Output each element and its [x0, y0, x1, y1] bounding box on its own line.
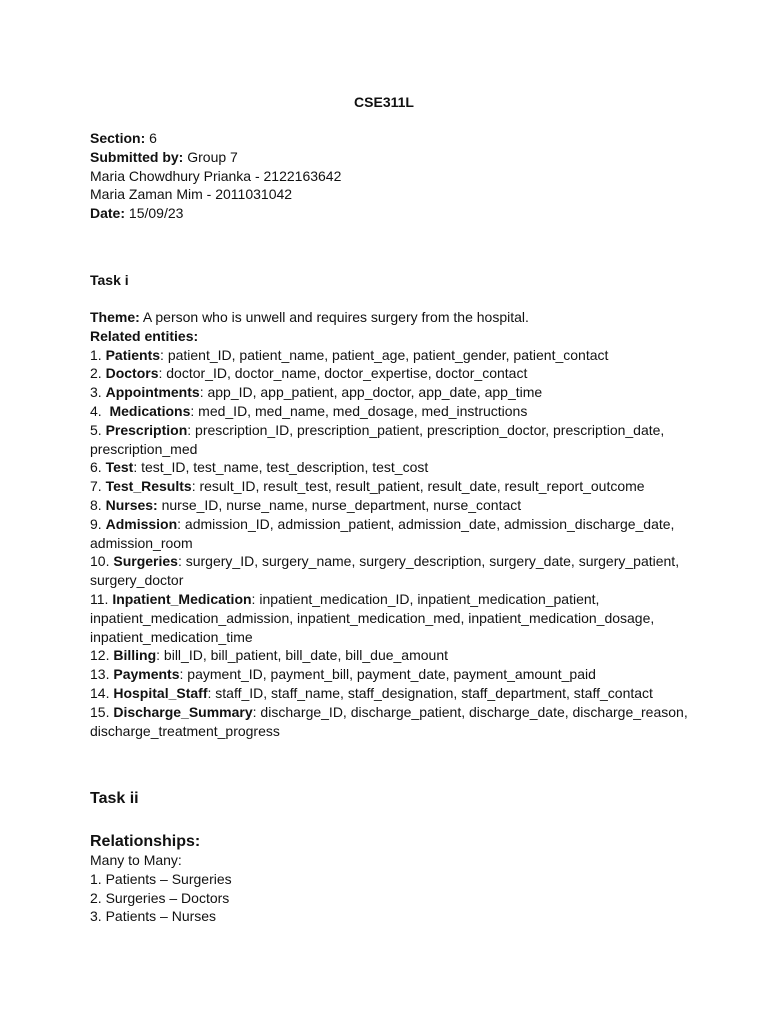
section-value: 6	[145, 130, 157, 146]
entity-name: Discharge_Summary	[113, 703, 253, 720]
entity-item	[90, 402, 690, 421]
submitted-by-value: Group 7	[183, 148, 238, 165]
entity-number: 11.	[90, 590, 113, 607]
entity-separator: :	[179, 666, 184, 683]
theme-text: A person who is unwell and requires surgery from the hospital.	[139, 309, 529, 325]
entity-attributes: admission_ID, admission_patient, admission_date, admission_discharge_date, admission_room	[90, 515, 679, 551]
entity-attributes: app_ID, app_patient, app_doctor, app_date, app_time	[203, 384, 543, 401]
submission-info	[90, 129, 690, 223]
entity-separator: :	[191, 478, 196, 495]
entity-item	[90, 665, 690, 684]
course-code-title: CSE311L	[354, 94, 414, 110]
entity-item	[90, 496, 690, 515]
entity-number: 13.	[90, 666, 114, 683]
entity-name: Nurses:	[105, 496, 158, 513]
entity-name: Appointments	[105, 384, 200, 401]
submitted-by-label: Submitted by:	[90, 148, 184, 165]
relationship-item: 2. Surgeries – Doctors	[90, 889, 230, 906]
entity-separator: :	[160, 346, 164, 363]
entity-number: 4.	[90, 402, 110, 419]
date-value: 15/09/23	[125, 205, 184, 222]
entity-number: 5.	[90, 421, 106, 438]
entity-name: Billing	[113, 647, 157, 664]
entity-separator: :	[156, 647, 161, 664]
entity-separator: :	[133, 459, 138, 476]
entity-item	[90, 346, 690, 365]
task-ii-title: Task ii	[90, 790, 139, 807]
entity-separator: :	[207, 684, 212, 701]
entity-item	[90, 646, 690, 665]
entity-number: 1.	[90, 346, 106, 363]
entity-attributes: prescription_ID, prescription_patient, prescription_doctor, prescription_date, prescription_med	[90, 421, 669, 457]
entity-item	[90, 383, 690, 402]
entity-item	[90, 552, 690, 590]
entity-name: Test	[105, 459, 134, 476]
entity-attributes: doctor_ID, doctor_name, doctor_expertise, doctor_contact	[162, 365, 528, 382]
entity-item	[90, 515, 690, 553]
entity-name: Surgeries	[113, 553, 178, 570]
entity-item	[90, 477, 690, 496]
entity-item	[90, 421, 690, 459]
entity-separator: :	[158, 365, 163, 382]
related-entities-label: Related entities:	[90, 327, 199, 344]
entity-attributes: med_ID, med_name, med_dosage, med_instructions	[194, 402, 528, 419]
entity-number: 7.	[90, 478, 106, 495]
entity-attributes: inpatient_medication_ID, inpatient_medication_patient, inpatient_medication_admission, inpatient_medication_med, inpatient_medication_dosage, inpatient_medication_time	[90, 590, 659, 645]
relationships-list	[90, 851, 690, 926]
entity-attributes: test_ID, test_name, test_description, test_cost	[137, 459, 429, 476]
entity-name: Medications	[109, 402, 191, 419]
entity-item	[90, 364, 690, 383]
entity-attributes: surgery_ID, surgery_name, surgery_description, surgery_date, surgery_patient, surgery_doctor	[90, 553, 683, 589]
entity-separator: :	[199, 384, 204, 401]
entity-item	[90, 703, 690, 741]
member-name: Maria Chowdhury Prianka - 2122163642	[90, 167, 342, 184]
entity-attributes: staff_ID, staff_name, staff_designation, staff_department, staff_contact	[211, 684, 653, 701]
entity-list	[90, 346, 690, 741]
entity-separator: :	[251, 590, 256, 607]
entity-number: 10.	[90, 553, 114, 570]
entity-item	[90, 590, 690, 646]
submitted-by-line	[90, 148, 690, 167]
entity-number: 3.	[90, 384, 106, 401]
entity-item	[90, 684, 690, 703]
member-name: Maria Zaman Mim - 2011031042	[90, 186, 293, 203]
entity-item	[90, 458, 690, 477]
section-line	[90, 129, 690, 148]
entity-attributes: payment_ID, payment_bill, payment_date, payment_amount_paid	[183, 666, 596, 683]
entity-number: 12.	[90, 647, 114, 664]
entity-attributes: patient_ID, patient_name, patient_age, patient_gender, patient_contact	[163, 346, 609, 363]
entity-name: Payments	[113, 666, 180, 683]
date-label: Date:	[90, 205, 126, 222]
date-line	[90, 204, 690, 223]
entity-attributes: result_ID, result_test, result_patient, result_date, result_report_outcome	[195, 478, 645, 495]
entity-separator: :	[190, 402, 195, 419]
entity-separator: :	[252, 703, 257, 720]
entity-number: 14.	[90, 684, 114, 701]
entity-name: Inpatient_Medication	[112, 590, 252, 607]
relationships-heading: Relationships:	[90, 833, 201, 850]
entity-number: 8.	[90, 496, 106, 513]
section-label: Section:	[90, 130, 146, 146]
entity-name: Test_Results	[105, 478, 192, 495]
entity-number: 9.	[90, 515, 106, 532]
entity-separator: :	[187, 421, 192, 438]
entity-separator: :	[177, 553, 182, 570]
entity-attributes: bill_ID, bill_patient, bill_date, bill_due_amount	[160, 647, 448, 664]
entity-attributes: discharge_ID, discharge_patient, discharge_date, discharge_reason, discharge_treatment_progress	[90, 703, 692, 739]
task-i-title: Task i	[90, 272, 129, 288]
entity-name: Doctors	[105, 365, 159, 382]
entity-name: Admission	[105, 515, 178, 532]
relationship-item: 1. Patients – Surgeries	[90, 870, 232, 887]
entity-number: 6.	[90, 459, 106, 476]
theme-line	[90, 308, 690, 327]
theme-label: Theme:	[90, 309, 140, 325]
relationship-item: 3. Patients – Nurses	[90, 908, 217, 925]
entity-attributes: nurse_ID, nurse_name, nurse_department, nurse_contact	[157, 496, 522, 513]
entity-name: Hospital_Staff	[113, 684, 208, 701]
many-to-many-label: Many to Many:	[90, 852, 182, 868]
entity-name: Patients	[105, 346, 161, 363]
entity-name: Prescription	[105, 421, 188, 438]
entity-number: 2.	[90, 365, 106, 382]
task-i-body	[90, 308, 690, 740]
entity-number: 15.	[90, 703, 114, 720]
entity-separator: :	[177, 515, 182, 532]
